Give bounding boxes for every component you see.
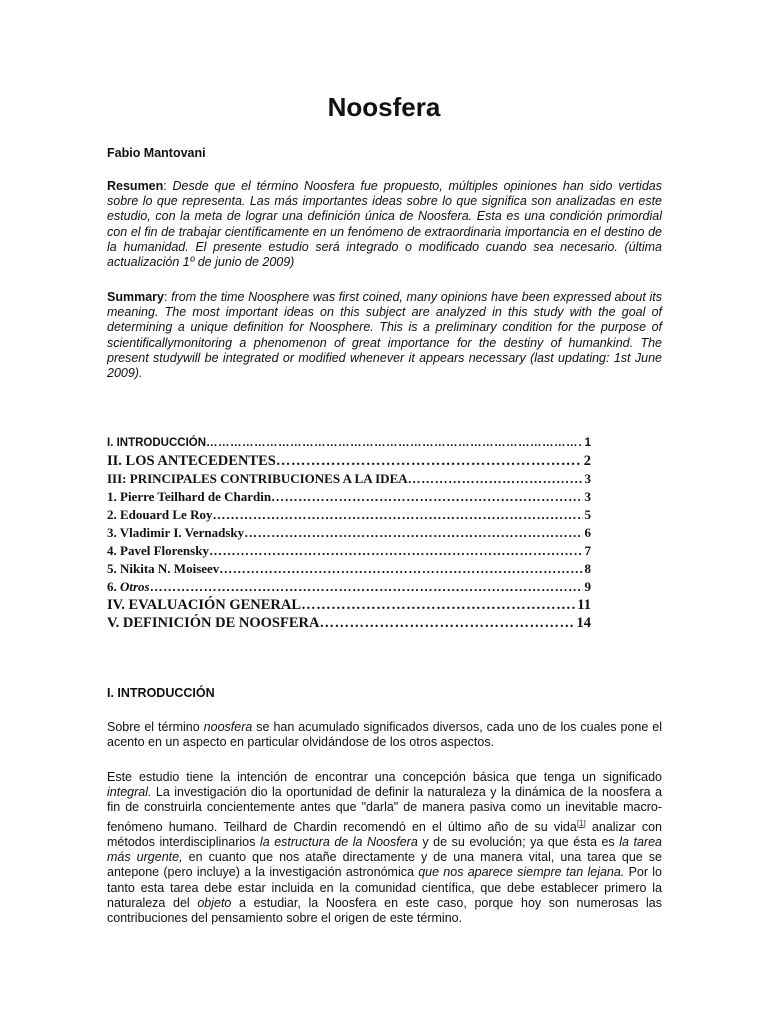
toc-leader bbox=[301, 596, 575, 614]
toc-entry[interactable]: 4. Pavel Florensky …………………………………………………………………………………………………………………………………………………………………………………………………………………… 7 bbox=[107, 542, 591, 560]
toc-entry[interactable]: 1. Pierre Teilhard de Chardin …………………………………………………………………………………………………………………………………………………………………………………………………………………… 3 bbox=[107, 488, 591, 506]
toc-leader bbox=[408, 470, 583, 488]
toc-leader bbox=[209, 542, 583, 560]
toc-leader bbox=[219, 560, 582, 578]
author-name: Fabio Mantovani bbox=[107, 146, 206, 160]
toc-entry[interactable]: 2. Edouard Le Roy …………………………………………………………………………………………………………………………………………………………………………………………………………………… 5 bbox=[107, 506, 591, 524]
toc-entry[interactable]: IV. EVALUACIÓN GENERAL …………………………………………………………………………………………………………………………………………………………………………………………………………………… 11 bbox=[107, 596, 591, 614]
footnote-link[interactable]: [1] bbox=[576, 818, 586, 828]
page-title: Noosfera bbox=[327, 92, 441, 122]
resumen-text: Desde que el término Noosfera fue propuesto, múltiples opiniones han sido vertidas sobre lo que representa. Las más importantes ideas sobre lo que significa son analizadas en este estudio, con la meta de lograr una definición única de Noosfera. Esta es una condición primordial con el fin de trabajar científicamente en un fenómeno de extraordinaria importancia en el destino de la humanidad. El presente estudio será integrado o modificado cuando sea necesario. (última actualización 1º de junio de 2009) bbox=[107, 179, 662, 270]
resumen-paragraph: Resumen: Desde que el término Noosfera fue propuesto, múltiples opiniones han sido vertidas sobre lo que representa. Las más importantes ideas sobre lo que significa son analizadas en este estudio, con la meta de lograr una definición única de Noosfera. Esta es una condición primordial con el fin de trabajar científicamente en un fenómeno de extraordinaria importancia en el destino de la humanidad. El presente estudio será integrado o modificado cuando sea necesario. (última actualización 1º de junio de 2009) bbox=[107, 179, 662, 270]
toc-leader bbox=[244, 524, 582, 542]
section-heading: I. INTRODUCCIÓN bbox=[107, 686, 215, 700]
table-of-contents bbox=[107, 434, 591, 632]
toc-leader bbox=[319, 614, 574, 632]
intro-paragraph-1: Sobre el término noosfera se han acumulado significados diversos, cada uno de los cuales pone el acento en un aspecto en particular olvidándose de los otros aspectos. bbox=[107, 720, 662, 750]
toc-leader bbox=[206, 434, 583, 452]
toc-leader bbox=[150, 578, 583, 596]
toc-entry[interactable]: I. INTRODUCCIÓN …………………………………………………………………………………………………………………………………………………………………………………………………………………… 1 bbox=[107, 434, 591, 452]
toc-entry[interactable]: 3. Vladimir I. Vernadsky …………………………………………………………………………………………………………………………………………………………………………………………………………………… 6 bbox=[107, 524, 591, 542]
toc-entry[interactable]: V. DEFINICIÓN DE NOOSFERA …………………………………………………………………………………………………………………………………………………………………………………………………………………… 14 bbox=[107, 614, 591, 632]
toc-entry[interactable]: 6. Otros …………………………………………………………………………………………………………………………………………………………………………………………………………………… 9 bbox=[107, 578, 591, 596]
toc-entry[interactable]: III: PRINCIPALES CONTRIBUCIONES A LA IDEA …………………………………………………………………………………………………………………………………………………………………………………………………………………… 3 bbox=[107, 470, 591, 488]
resumen-label: Resumen bbox=[107, 179, 164, 193]
summary-label: Summary bbox=[107, 290, 164, 304]
toc-leader bbox=[212, 506, 582, 524]
toc-entry[interactable]: II. LOS ANTECEDENTES …………………………………………………………………………………………………………………………………………………………………………………………………………………… 2 bbox=[107, 452, 591, 470]
summary-paragraph: Summary: from the time Noosphere was first coined, many opinions have been expressed about its meaning. The most important ideas on this subject are analyzed in this study with the goal of determining a unique definition for Noosphere. This is a preliminary condition for the purpose of scientificallymonitoring a phenomenon of great importance for the destiny of humankind. The present studywill be integrated or modified whenever it appears necessary (last updating: 1st June 2009). bbox=[107, 290, 662, 381]
summary-text: from the time Noosphere was first coined, many opinions have been expressed about its meaning. The most important ideas on this subject are analyzed in this study with the goal of determining a unique definition for Noosphere. This is a preliminary condition for the purpose of scientificallymonitoring a phenomenon of great importance for the destiny of humankind. The present studywill be integrated or modified whenever it appears necessary (last updating: 1st June 2009). bbox=[107, 290, 662, 381]
toc-entry[interactable]: 5. Nikita N. Moiseev …………………………………………………………………………………………………………………………………………………………………………………………………………………… 8 bbox=[107, 560, 591, 578]
toc-leader bbox=[271, 488, 582, 506]
intro-paragraph-2: Este estudio tiene la intención de encontrar una concepción básica que tenga un significado integral. La investigación dio la oportunidad de definir la naturaleza y la dinámica de la noosfera a fin de construirla concientemente antes que "darla" de manera pasiva como un inevitable macro-fenómeno humano. Teilhard de Chardin recomendó en el último año de su vida[1] analizar con métodos interdisciplinarios la estructura de la Noosfera y de su evolución; ya que ésta es la tarea más urgente, en cuanto que nos atañe directamente y de una manera vital, una tarea que se antepone (pero incluye) a la investigación astronómica que nos aparece siempre tan lejana. Por lo tanto esta tarea debe estar incluida en la comunidad científica, que debe establecer primero la naturaleza del objeto a estudiar, la Noosfera en este caso, porque hoy son numerosas las contribuciones del pensamiento sobre el origen de este término. bbox=[107, 770, 663, 925]
toc-leader bbox=[276, 452, 582, 470]
